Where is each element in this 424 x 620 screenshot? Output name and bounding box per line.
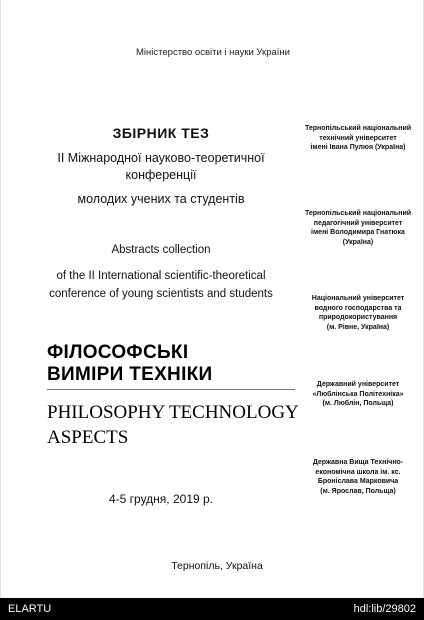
conference-title-en: [13, 267, 309, 303]
partner-line: Державна Вища Технічно-: [312, 459, 404, 466]
partner-line: економічна школа ім. кс.: [315, 468, 401, 476]
main-title-uk: [47, 342, 213, 386]
partner-line: Національний університет: [311, 295, 405, 302]
partner-line: педагогічний університет: [313, 219, 403, 227]
partner-list: [297, 0, 419, 580]
title-divider: [47, 389, 295, 390]
partner-line: імені Володимира Гнатюка: [311, 229, 405, 236]
main-title-uk-line: ВИМІРИ ТЕХНІКИ: [47, 364, 213, 385]
conference-dates: 4-5 грудня, 2019 р.: [108, 492, 214, 506]
partner-line: Тернопільський національний: [304, 210, 412, 217]
partner-item: [297, 294, 419, 332]
repository-name: ELARTU: [8, 603, 52, 615]
partner-line: (м. Рівне, Україна): [326, 323, 390, 331]
partner-line: технічний університет: [319, 134, 397, 142]
partner-line: імені Івана Пулюя (Україна): [310, 144, 406, 151]
partner-line: Державний університет: [316, 381, 400, 388]
partner-line: водного господарства та: [314, 304, 402, 312]
partner-line: (м. Люблін, Польща): [322, 400, 394, 407]
collection-title-en: Abstracts collection: [111, 244, 211, 256]
conference-title-en-line: of the II International scientific-theoretical: [56, 270, 266, 282]
handle-link[interactable]: hdl:lib/29802: [353, 603, 416, 615]
publication-city: Тернопіль, Україна: [171, 560, 263, 572]
partner-line: природокористування: [318, 314, 398, 321]
partner-line: (Україна): [342, 238, 374, 246]
partner-item: [297, 458, 419, 496]
main-title-en: [47, 400, 299, 450]
partner-item: [297, 380, 419, 409]
partner-line: Тернопільський національний: [304, 125, 412, 132]
participants-uk: молодих учених та студентів: [77, 192, 245, 206]
conference-title-uk: [13, 150, 309, 184]
collection-title-uk: ЗБІРНИК ТЕЗ: [112, 125, 210, 141]
main-title-uk-line: ФІЛОСОФСЬКІ: [47, 342, 189, 363]
conference-title-uk-line: конференції: [125, 168, 197, 182]
partner-line: «Люблінська Політехніка»: [312, 390, 404, 398]
conference-title-en-line: conference of young scientists and students: [49, 288, 273, 300]
partner-line: (м. Ярослав, Польща): [320, 487, 396, 495]
partner-item: [297, 209, 419, 247]
main-title-en-line: PHILOSOPHY TECHNOLOGY: [47, 402, 299, 423]
main-title-en-line: ASPECTS: [47, 427, 129, 448]
repository-footer: [0, 598, 424, 620]
partner-line: Броніслава Марковича: [317, 478, 399, 485]
partner-item: [297, 124, 419, 153]
conference-title-uk-line: II Міжнародної науково-теоретичної: [57, 151, 265, 165]
ministry-name: Міністерство освіти і науки України: [136, 47, 290, 58]
